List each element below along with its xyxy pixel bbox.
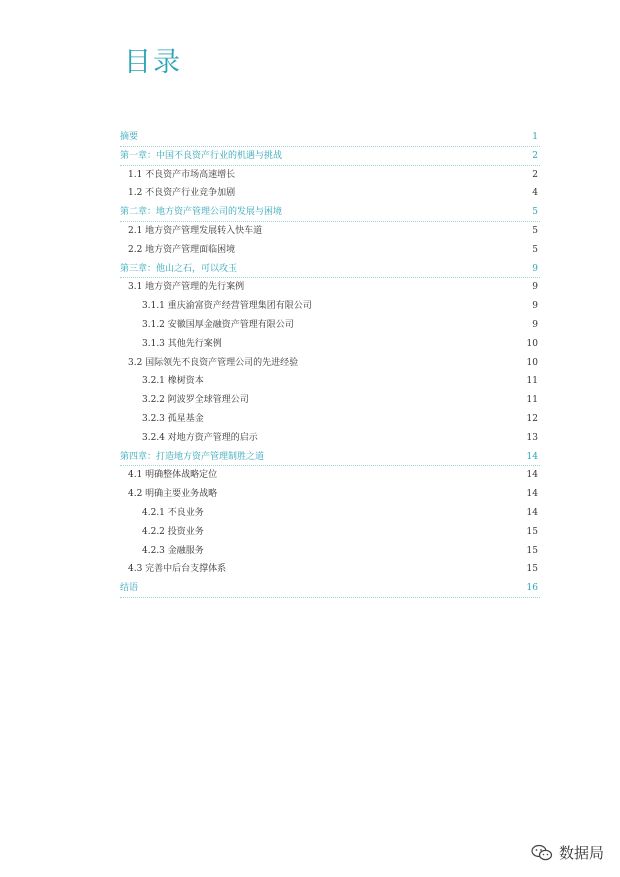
toc-entry-label: 4.2 明确主要业务战略 [128,489,218,500]
table-of-contents [120,128,540,598]
toc-page-number: 16 [526,583,538,594]
toc-chapter-row[interactable] [120,448,540,467]
toc-page-number: 9 [532,301,538,312]
toc-entry-label: 第二章：地方资产管理公司的发展与困境 [120,207,283,218]
toc-section-row[interactable] [120,278,540,297]
toc-page-number: 2 [532,150,538,161]
toc-page-number: 15 [526,564,538,575]
toc-chapter-row[interactable] [120,260,540,279]
toc-section-row[interactable] [120,485,540,504]
toc-entry-label: 3.2 国际领先不良资产管理公司的先进经验 [128,357,299,368]
toc-chapter-row[interactable] [120,147,540,166]
toc-chapter-row[interactable] [120,128,540,147]
toc-entry-label: 3.2.3 孤星基金 [142,413,204,424]
toc-entry-label: 第三章：他山之石，可以攻玉 [120,263,238,274]
toc-entry-label: 4.1 明确整体战略定位 [128,470,218,481]
toc-entry-label: 3.2.4 对地方资产管理的启示 [142,432,258,443]
toc-entry-label: 4.3 完善中后台支撑体系 [128,564,227,575]
toc-section-row[interactable] [120,335,540,354]
toc-page-number: 11 [526,395,538,406]
toc-page-number: 14 [526,507,538,518]
toc-section-row[interactable] [120,560,540,579]
toc-page-number: 15 [526,545,538,556]
toc-page-number: 12 [526,413,538,424]
toc-entry-label: 4.2.3 金融服务 [142,545,204,556]
toc-entry-label: 第一章：中国不良资产行业的机遇与挑战 [120,150,283,161]
toc-chapter-row[interactable] [120,579,540,598]
toc-section-row[interactable] [120,297,540,316]
toc-page-number: 5 [532,207,538,218]
toc-entry-label: 1.2 不良资产行业竞争加剧 [128,188,236,199]
toc-section-row[interactable] [120,523,540,542]
toc-page-number: 1 [532,132,538,142]
toc-page-number: 9 [532,319,538,330]
toc-section-row[interactable] [120,391,540,410]
toc-page-number: 4 [532,188,538,199]
toc-page-number: 13 [526,432,538,443]
chapter-divider [120,597,540,598]
toc-page-number: 9 [532,263,538,274]
toc-page-number: 11 [526,376,538,387]
watermark-text: 数据局 [558,844,604,862]
toc-page-number: 14 [526,489,538,500]
toc-page-number: 15 [526,526,538,537]
toc-entry-label: 1.1 不良资产市场高速增长 [128,169,236,180]
toc-chapter-row[interactable] [120,203,540,222]
watermark [531,842,604,863]
toc-page-number: 10 [526,338,538,349]
toc-entry-label: 3.1.1 重庆渝富资产经营管理集团有限公司 [142,301,312,312]
wechat-icon [531,844,553,862]
toc-entry-label: 3.2.2 阿波罗全球管理公司 [142,395,249,406]
toc-section-row[interactable] [120,410,540,429]
toc-section-row[interactable] [120,316,540,335]
toc-page-number: 14 [526,470,538,481]
toc-entry-label: 摘要 [120,132,139,142]
toc-entry-label: 结语 [120,583,139,594]
toc-page-number: 9 [532,282,538,293]
toc-page-number: 10 [526,357,538,368]
toc-section-row[interactable] [120,429,540,448]
toc-page-number: 2 [532,169,538,180]
toc-entry-label: 2.2 地方资产管理面临困境 [128,244,236,255]
toc-section-row[interactable] [120,542,540,561]
toc-section-row[interactable] [120,184,540,203]
toc-entry-label: 第四章：打造地方资产管理制胜之道 [120,451,265,462]
toc-section-row[interactable] [120,466,540,485]
toc-entry-label: 3.1.3 其他先行案例 [142,338,222,349]
toc-entry-label: 3.1 地方资产管理的先行案例 [128,282,245,293]
toc-entry-label: 3.2.1 橡树资本 [142,376,204,387]
toc-section-row[interactable] [120,241,540,260]
toc-page-number: 14 [526,451,538,462]
toc-section-row[interactable] [120,504,540,523]
toc-section-row[interactable] [120,166,540,185]
toc-entry-label: 4.2.2 投资业务 [142,526,204,537]
page-title: 目录 [124,47,182,78]
toc-entry-label: 4.2.1 不良业务 [142,507,204,518]
toc-page-number: 5 [532,225,538,236]
toc-section-row[interactable] [120,372,540,391]
toc-entry-label: 3.1.2 安徽国厚金融资产管理有限公司 [142,319,294,330]
toc-section-row[interactable] [120,354,540,373]
toc-entry-label: 2.1 地方资产管理发展转入快车道 [128,225,263,236]
toc-page-number: 5 [532,244,538,255]
toc-section-row[interactable] [120,222,540,241]
